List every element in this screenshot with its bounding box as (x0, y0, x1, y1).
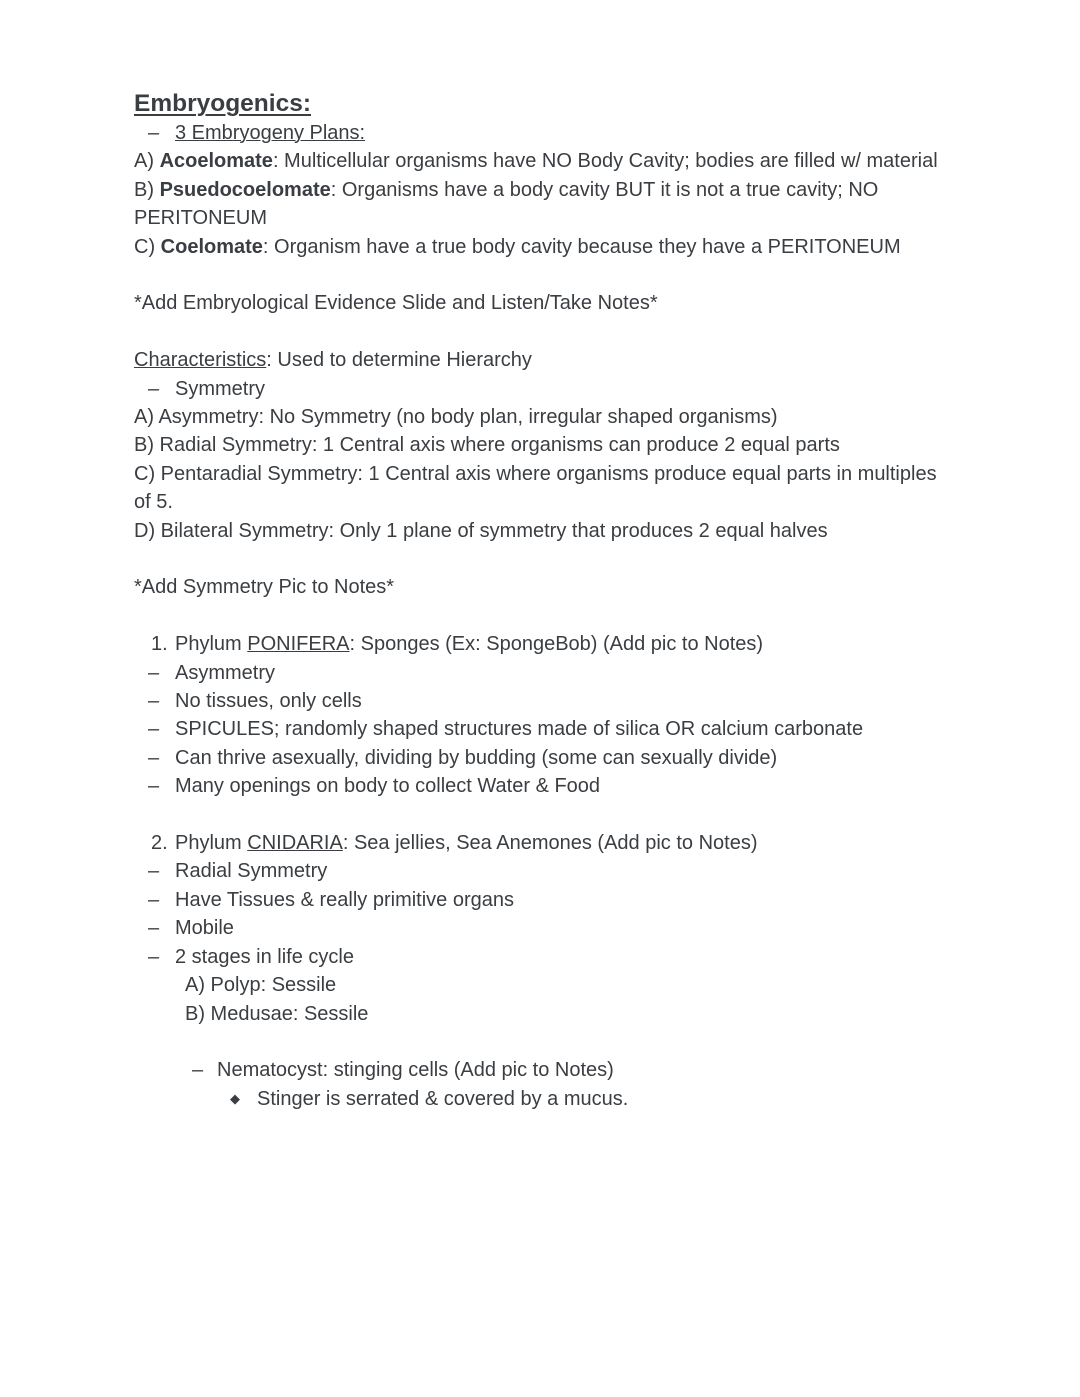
bullet-item (134, 857, 946, 885)
dash-bullet: – (148, 661, 160, 684)
paragraph (134, 517, 946, 545)
bullet-item (134, 772, 946, 800)
dash-bullet: – (148, 746, 160, 769)
text-run: Nematocyst: stinging cells (Add pic to Notes) (217, 1059, 614, 1082)
text-run: Acoelomate (159, 150, 273, 173)
text-run: A) Polyp: Sessile (185, 974, 337, 997)
lettered-sub-item (134, 971, 946, 999)
text-run: : Used to determine Hierarchy (266, 349, 532, 372)
text-run: *Add Embryological Evidence Slide and Listen/Take Notes* (134, 292, 658, 315)
text-run: : Multicellular organisms have NO Body Cavity; bodies are filled w/ material (272, 150, 938, 173)
bullet-item (134, 715, 946, 743)
dash-bullet: – (148, 718, 160, 741)
text-run: Characteristics (134, 349, 267, 372)
text-run: 2 stages in life cycle (175, 945, 354, 968)
bullet-item (134, 375, 946, 403)
text-run: Phylum (175, 832, 248, 855)
text-run: Coelomate (160, 235, 263, 258)
bullet-item (134, 659, 946, 687)
dash-bullet: – (192, 1059, 204, 1082)
text-run: SPICULES; randomly shaped structures made of silica OR calcium carbonate (175, 718, 864, 741)
text-run: Embryogenics: (134, 90, 311, 117)
text-run: D) Bilateral Symmetry: Only 1 plane of symmetry that produces 2 equal halves (134, 519, 828, 542)
text-run: A) Asymmetry: No Symmetry (no body plan, irregular shaped organisms) (134, 406, 778, 429)
text-run: No tissues, only cells (175, 690, 362, 713)
lettered-sub-item (134, 1000, 946, 1028)
text-run: Can thrive asexually, dividing by budding (some can sexually divide) (175, 746, 778, 769)
dash-bullet: – (148, 917, 160, 940)
text-run: A) (134, 150, 160, 173)
blank-line (134, 318, 946, 346)
bullet-item (134, 687, 946, 715)
blank-line (134, 801, 946, 829)
diamond-bullet: ◆ (230, 1090, 240, 1106)
text-run: Symmetry (175, 377, 265, 400)
text-run: Have Tissues & really primitive organs (175, 888, 515, 911)
blank-line (134, 602, 946, 630)
blank-line (134, 261, 946, 289)
text-run: : Organism have a true body cavity because they have a PERITONEUM (262, 235, 901, 258)
bullet-item (134, 914, 946, 942)
page-title (134, 89, 946, 119)
text-run: Many openings on body to collect Water & Food (175, 775, 601, 798)
numbered-item (134, 829, 946, 857)
bullet-item (134, 886, 946, 914)
dash-bullet: – (148, 122, 160, 144)
text-run: : Sea jellies, Sea Anemones (Add pic to Notes) (342, 832, 758, 855)
dash-bullet: – (148, 377, 160, 400)
blank-line (134, 545, 946, 573)
dash-bullet: – (148, 860, 160, 883)
text-run: CNIDARIA (247, 832, 343, 855)
text-run: B) (134, 178, 160, 201)
text-run: Stinger is serrated & covered by a mucus. (257, 1087, 629, 1110)
paragraph (134, 233, 946, 261)
text-run: 3 Embryogeny Plans: (175, 122, 366, 144)
paragraph (134, 431, 946, 459)
paragraph (134, 573, 946, 601)
text-run: *Add Symmetry Pic to Notes* (134, 576, 395, 599)
dash-bullet: – (148, 775, 160, 798)
paragraph (134, 403, 946, 431)
dash-bullet: – (148, 945, 160, 968)
blank-line (134, 1028, 946, 1056)
bullet-item (134, 119, 946, 147)
number-marker: 1. (151, 633, 168, 656)
dash-bullet: – (148, 690, 160, 713)
text-run: : Sponges (Ex: SpongeBob) (Add pic to Notes) (349, 633, 764, 656)
text-run: Radial Symmetry (175, 860, 328, 883)
text-run: : Organisms have a body cavity BUT it is not a true cavity; NO PERITONEUM (134, 178, 884, 230)
paragraph (134, 176, 946, 233)
text-run: C) (134, 235, 161, 258)
sub-bullet-item (134, 1056, 946, 1084)
bullet-item (134, 744, 946, 772)
paragraph (134, 460, 946, 517)
text-run: C) Pentaradial Symmetry: 1 Central axis where organisms produce equal parts in multiples of 5. (134, 462, 943, 514)
dash-bullet: – (148, 888, 160, 911)
number-marker: 2. (151, 832, 168, 855)
bullet-item (134, 943, 946, 971)
text-run: Asymmetry (175, 661, 275, 684)
text-run: Psuedocoelomate (159, 178, 331, 201)
paragraph (134, 147, 946, 175)
text-run: Mobile (175, 917, 234, 940)
numbered-item (134, 630, 946, 658)
text-run: PONIFERA (247, 633, 350, 656)
text-run: B) Radial Symmetry: 1 Central axis where organisms can produce 2 equal parts (134, 434, 840, 457)
diamond-sub-item (134, 1085, 946, 1113)
text-run: B) Medusae: Sessile (185, 1002, 369, 1025)
text-run: Phylum (175, 633, 248, 656)
paragraph (134, 289, 946, 317)
paragraph (134, 346, 946, 374)
